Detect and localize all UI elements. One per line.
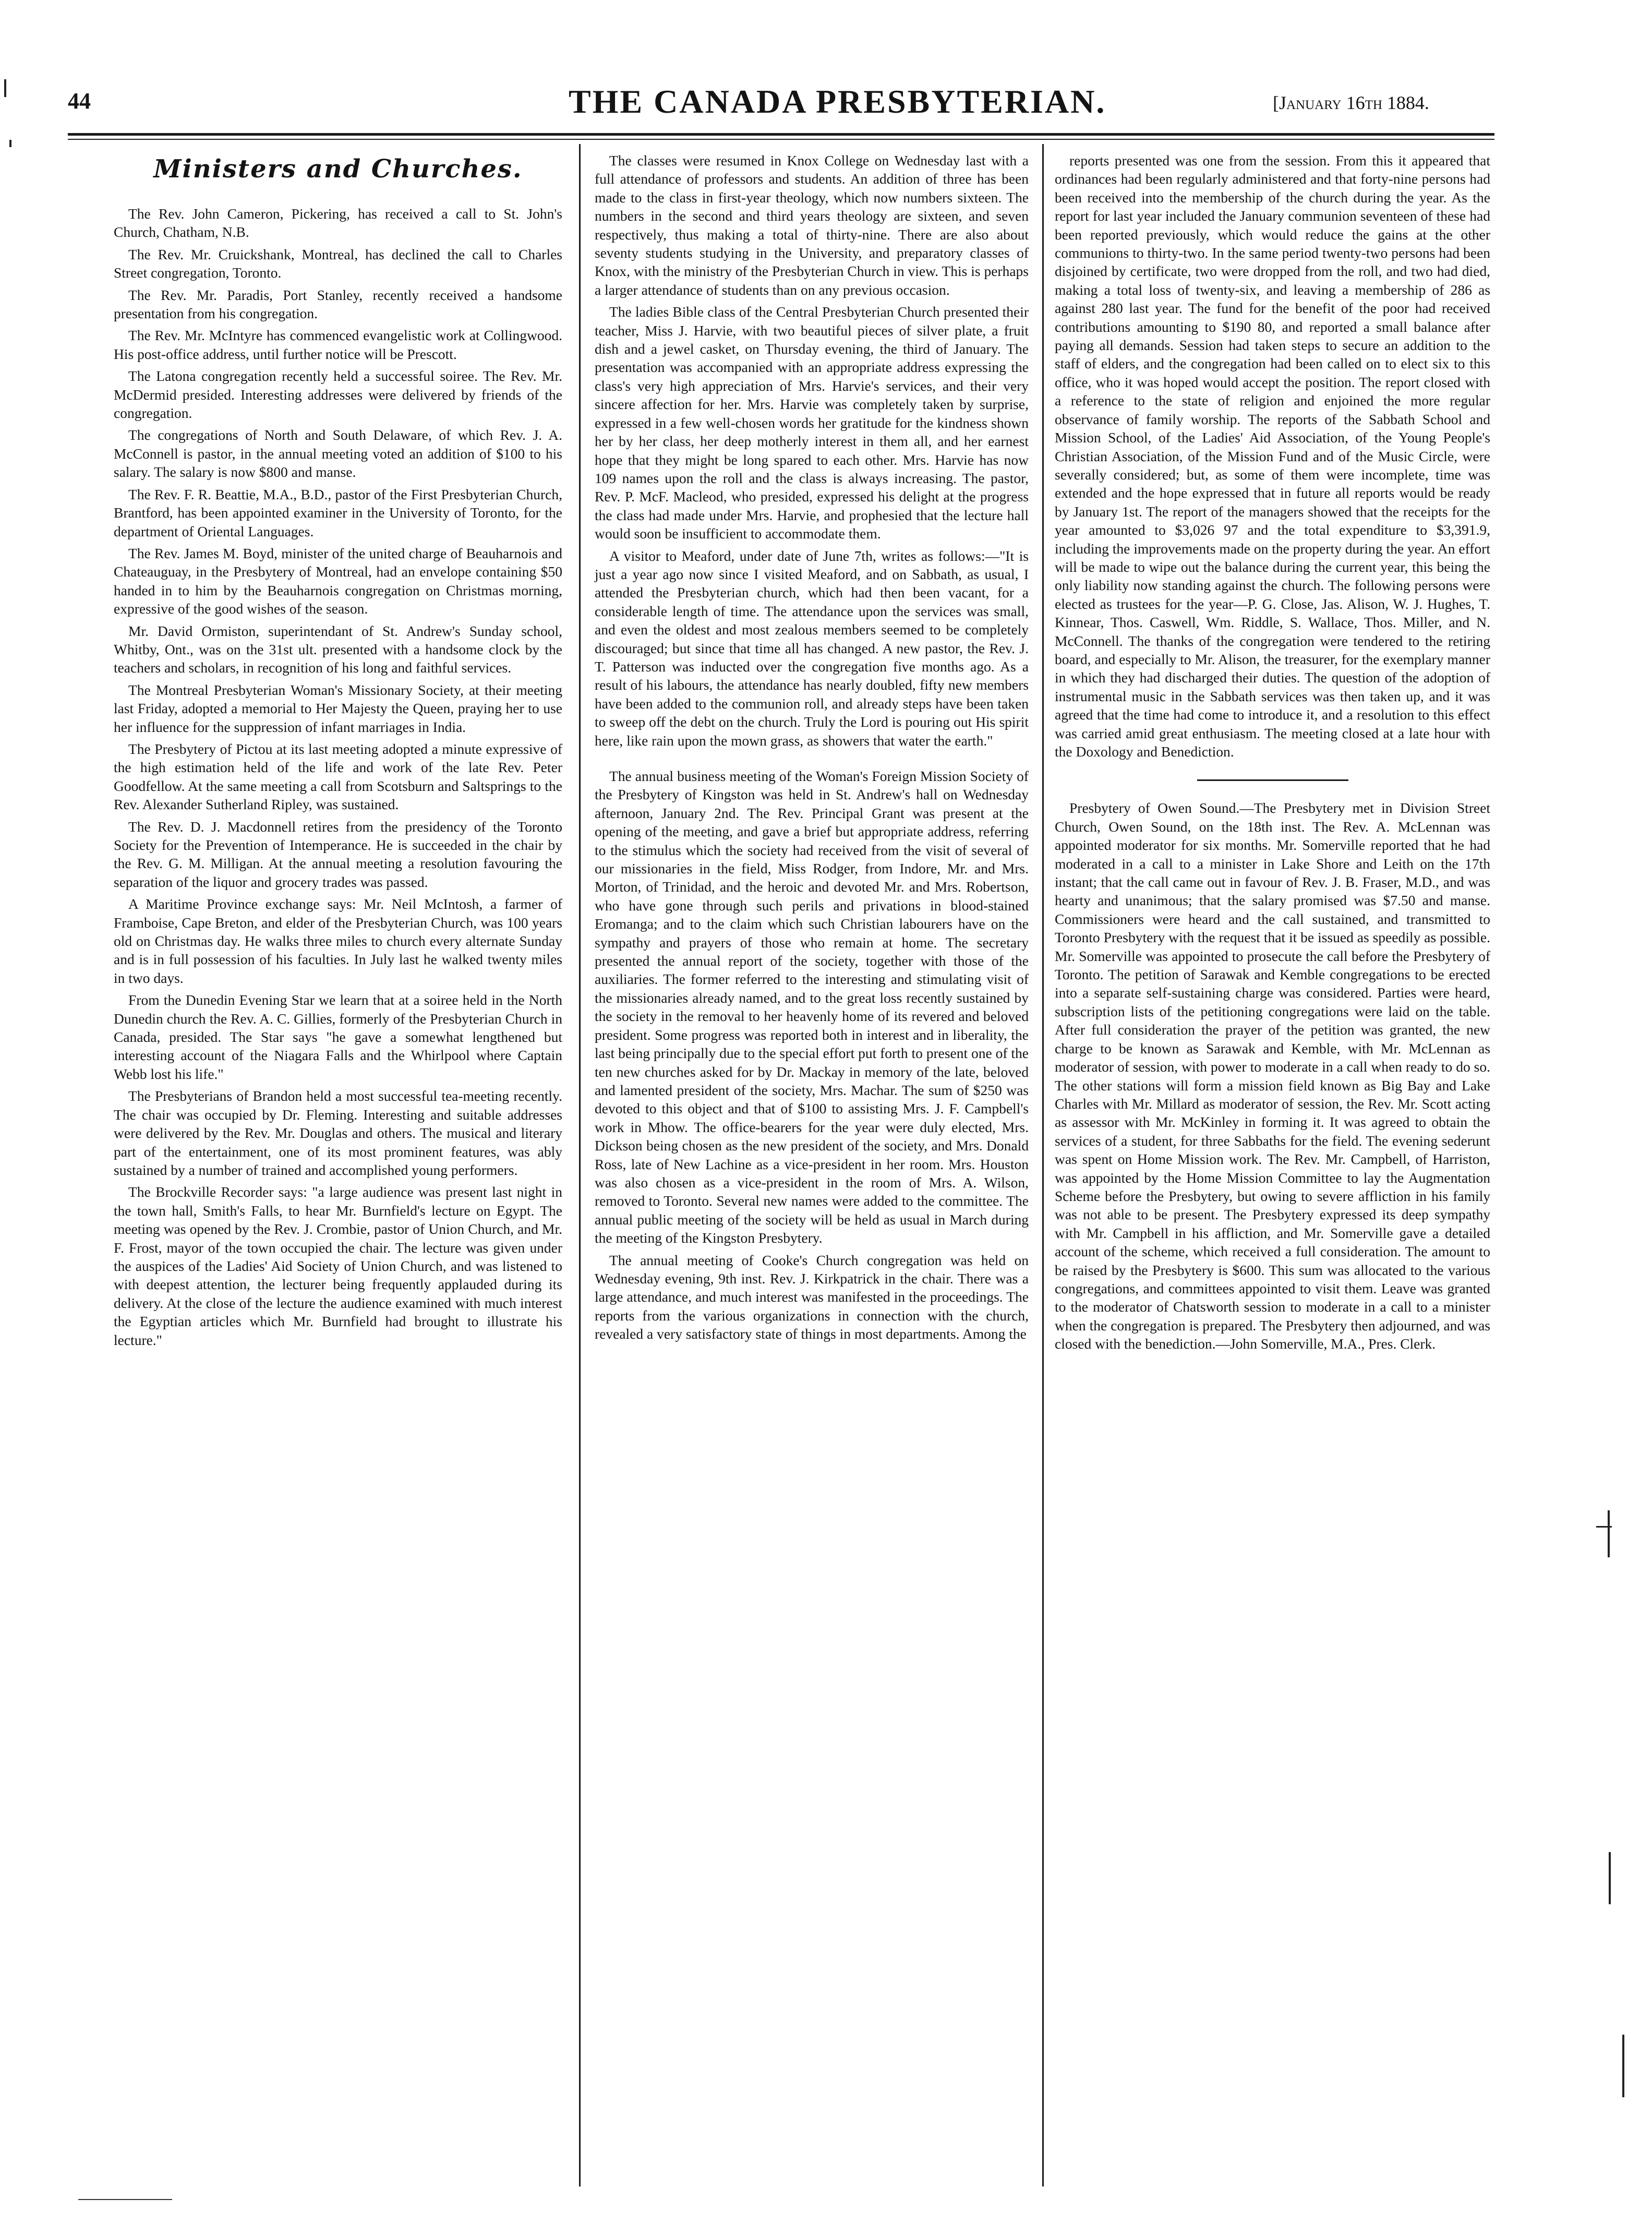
paragraph: The Rev. Mr. Cruickshank, Montreal, has declined the call to Charles Street congregation, Toronto. (114, 246, 562, 281)
paragraph: The Brockville Recorder says: "a large audience was present last night in the town hall, Smith's Falls, to hear Mr. Burnfield's lecture on Egypt. The meeting was opened by the Rev. J. Crombie, pastor of Union Church, and Mr. F. Frost, mayor of the town occupied the chair. The lecture was given under the auspices of the Ladies' Aid Society of Union Church, and was listened to with deepest attention, the lecturer being frequently applauded during its delivery. At the close of the lecture the audience examined with much interest the Egyptian articles which Mr. Burnfield had brought to illustrate his lecture." (114, 1184, 562, 1348)
paragraph: The Rev. Mr. Paradis, Port Stanley, recently received a handsome presentation from his congregation. (114, 286, 562, 322)
column-rule (579, 144, 581, 2186)
paragraph: The Rev. F. R. Beattie, M.A., B.D., pastor of the First Presbyterian Church, Brantford, has been appointed examiner in the University of Toronto, for the department of Oriental Languages. (114, 486, 562, 539)
page-number: 44 (68, 88, 91, 114)
paragraph: Presbytery of Owen Sound.—The Presbytery met in Division Street Church, Owen Sound, on the 18th inst. The Rev. A. McLennan was appointed moderator for six months. Mr. Somerville reported that he had moderated in a call to a minister in Lake Shore and Leith on the 17th instant; that the call came out in favour of Rev. J. B. Fraser, M.D., and was hearty and unanimous; that the salary promised was $7.50 and manse. Commissioners were heard and the call sustained, and transmitted to Toronto Presbytery with the request that it be issued as speedily as possible. Mr. Somerville was appointed to prosecute the call before the Presbytery of Toronto. The petition of Sarawak and Kemble congregations to be erected into a separate self-sustaining charge was considered. Parties were heard, subscription lists of the petitioning congregations were laid on the table. After full consideration the prayer of the petition was granted, the new charge to be known as Sarawak and Kemble, with Mr. McLennan as moderator of session, with power to moderate in a call when ready to do so. The other stations will form a mission field known as Big Bay and Lake Charles with Mr. Millard as moderator of session, the Rev. Mr. Scott acting as assessor with Mr. McKinley in forming it. It was agreed to obtain the services of a student, for three Sabbaths for the field. The evening sederunt was spent on Home Mission work. The Rev. Mr. Campbell, of Harriston, was appointed by the Home Mission Committee to lay the Augmentation Scheme before the Presbytery, but owing to severe affliction in his family was not able to be present. The Presbytery expressed its deep sympathy with Mr. Campbell in his affliction, and Mr. Somerville gave a detailed account of the scheme, which received a full consideration. The amount to be raised by the Presbytery is $600. This sum was allocated to the various congregations, and committees appointed to visit them. Leave was granted to the moderator of Chatsworth session to moderate in a call to a minister when the congregation is prepared. The Presbytery then adjourned, and was closed with the benediction.—John Somerville, M.A., Pres. Clerk. (1055, 800, 1490, 1352)
paragraph: The Rev. D. J. Macdonnell retires from the presidency of the Toronto Society for the Prevention of Intemperance. He is succeeded in the chair by the Rev. G. M. Milligan. At the annual meeting a resolution favouring the separation of the liquor and grocery trades was passed. (114, 818, 562, 890)
scan-mark (1622, 2035, 1624, 2097)
paragraph: From the Dunedin Evening Star we learn that at a soiree held in the North Dunedin church the Rev. A. C. Gillies, formerly of the Presbyterian Church in Canada, presided. The Star says "he gave a somewhat lengthened but interesting account of the Niagara Falls and the Whirlpool where Captain Webb lost his life." (114, 992, 562, 1082)
paragraph: A Maritime Province exchange says: Mr. Neil McIntosh, a farmer of Framboise, Cape Breton, and elder of the Presbyterian Church, was 100 years old on Christmas day. He walks three miles to church every alternate Sunday and is in full possession of his faculties. In July last he walked twenty miles in two days. (114, 896, 562, 986)
paragraph: The annual meeting of Cooke's Church congregation was held on Wednesday evening, 9th inst. Rev. J. Kirkpatrick in the chair. There was a large attendance, and much interest was manifested in the proceedings. The reports from the various organizations in connection with the church, revealed a very satisfactory state of things in most departments. Among the (595, 1252, 1029, 1342)
article-separator (1197, 779, 1348, 781)
paragraph: The Rev. John Cameron, Pickering, has received a call to St. John's Church, Chatham, N.B. (114, 206, 562, 241)
scan-mark (4, 79, 6, 97)
paragraph: The congregations of North and South Delaware, of which Rev. J. A. McConnell is pastor, in the annual meeting voted an addition of $100 to his salary. The salary is now $800 and manse. (114, 427, 562, 480)
column-1 (114, 151, 562, 1353)
paper-title: THE CANADA PRESBYTERIAN. (569, 83, 1106, 120)
paragraph: The Latona congregation recently held a successful soiree. The Rev. Mr. McDermid presided. Interesting addresses were delivered by friends of the congregation. (114, 368, 562, 422)
column-3 (1055, 151, 1490, 1357)
column-rule (1042, 144, 1044, 2186)
issue-date: [January 16th 1884. (1273, 92, 1429, 113)
paragraph: The Rev. James M. Boyd, minister of the united charge of Beauharnois and Chateauguay, in the Presbytery of Montreal, had an envelope containing $50 handed in to him by the Beauharnois congregation on Christmas morning, expressive of the good wishes of the season. (114, 545, 562, 617)
paragraph: The ladies Bible class of the Central Presbyterian Church presented their teacher, Miss J. Harvie, with two beautiful pieces of silver plate, a fruit dish and a jewel casket, on Thursday evening, the third of January. The presentation was accompanied with an appropriate address expressing the class's very high appreciation of Mrs. Harvie's services, and their very sincere affection for her. Mrs. Harvie was completely taken by surprise, expressed in a few well-chosen words her gratitude for the kindness shown her by her class, her deep motherly interest in them all, and her earnest hope that they might be long spared to each other. Mrs. Harvie has now 109 names upon the roll and the class is always increasing. The pastor, Rev. P. McF. Macleod, who presided, expressed his delight at the progress the class had made under Mrs. Harvie, and prophesied that the lecture hall would soon be insufficient to accommodate them. (595, 304, 1029, 542)
paragraph: reports presented was one from the session. From this it appeared that ordinances had been regularly administered and that forty-nine persons had been received into the membership of the church during the year. As the report for last year included the January communion seventeen of these had been reported previously, which would reduce the gains at the other communions to thirty-two. In the same period twenty-two persons had been disjoined by certificate, two were dropped from the roll, and two had died, making a total loss of twenty-six, and leaving a membership of 286 as against 280 last year. The fund for the benefit of the poor had received contributions amounting to $190 80, and reported a small balance after paying all demands. Session had taken steps to secure an addition to the staff of elders, and the congregation had been called on to elect six to this office, who it was hoped would accept the position. The report closed with a reference to the state of religion and enjoined the more regular observance of family worship. The reports of the Sabbath School and Mission School, of the Ladies' Aid Association, of the Young People's Christian Association, of the Mission Fund and of the Music Circle, were severally considered; but, as some of them were incomplete, time was extended and the hope expressed that in future all reports would be ready by January 1st. The report of the managers showed that the receipts for the year amounted to $3,026 97 and the total expenditure to $3,391.9, including the improvements made on the property during the year. An effort will be made to wipe out the balance during the current year, this being the only liability now standing against the church. The following persons were elected as trustees for the year—P. G. Close, Jas. Alison, W. J. Hughes, T. Kinnear, Thos. Caswell, Wm. Riddle, S. Wallace, Thos. Miller, and N. McConnell. The thanks of the congregation were tendered to the retiring board, and especially to Mr. Alison, the treasurer, for the exemplary manner in which they had discharged their duties. The question of the adoption of instrumental music in the Sabbath services was then taken up, and it was agreed that the time had come to introduce it, and a resolution to this effect was carried amid great enthusiasm. The meeting closed at a late hour with the Doxology and Benediction. (1055, 152, 1490, 760)
paragraph: The Presbyterians of Brandon held a most successful tea-meeting recently. The chair was occupied by Dr. Fleming. Interesting and suitable addresses were delivered by the Rev. Mr. Douglas and others. The musical and literary part of the entertainment, one of its most prominent features, was ably sustained by a number of trained and accomplished young performers. (114, 1088, 562, 1178)
scan-mark (9, 140, 11, 147)
paragraph: The Rev. Mr. McIntyre has commenced evangelistic work at Collingwood. His post-office address, until further notice will be Prescott. (114, 327, 562, 362)
masthead-rule-thin (68, 139, 1494, 140)
footer-rule (78, 2199, 172, 2200)
scan-mark (1608, 1510, 1610, 1557)
scan-mark (1596, 1526, 1612, 1528)
paragraph: Mr. David Ormiston, superintendant of St. Andrew's Sunday school, Whitby, Ont., was on the 31st ult. presented with a handsome clock by the teachers and scholars, in recognition of his long and faithful services. (114, 622, 562, 676)
paragraph-gap (595, 753, 1029, 767)
paragraph: The annual business meeting of the Woman's Foreign Mission Society of the Presbytery of Kingston was held in St. Andrew's hall on Wednesday afternoon, January 2nd. The Rev. Principal Grant was present at the opening of the meeting, and gave a brief but appropriate address, referring to the stimulus which the society had received from the visit of several of our missionaries in the field, Miss Rodger, from Indore, Mr. and Mrs. Morton, of Trinidad, and the heroic and devoted Mr. and Mrs. Robertson, who have gone through such perils and privations in blood-stained Eromanga; and to the claim which such Christian labourers have on the sympathy and prayers of those who remain at home. The secretary presented the annual report of the society, together with those of the auxiliaries. The former referred to the interesting and stimulating visit of the missionaries already named, and to the great loss recently sustained by the society in the removal to her heavenly home of its revered and beloved president. Some progress was reported both in interest and in liberality, the last being principally due to the special effort put forth to present one of the ten new churches asked for by Dr. Mackay in memory of the late, beloved and lamented president of the society, Mrs. Machar. The sum of $250 was devoted to this object and that of $100 to assisting Mrs. J. F. Campbell's work in Mhow. The office-bearers for the year were duly elected, Mrs. Dickson being chosen as the new president of the society, and Mrs. Donald Ross, late of New Lachine as a vice-president in her room. Mrs. Houston was also chosen as a vice-president in the room of Mrs. A. Wilson, removed to Toronto. Several new names were added to the committee. The annual public meeting of the society will be held as usual in March during the meeting of the Kingston Presbytery. (595, 768, 1029, 1246)
section-heading: Ministers and Churches. (153, 154, 523, 184)
paragraph: The classes were resumed in Knox College on Wednesday last with a full attendance of professors and students. An addition of three has been made to the class in first-year theology, which now numbers sixteen. The numbers in the second and third years theology are sixteen, and seven respectively, thus making a total of thirty-nine. There are also about seventy students studying in the University, and preparatory classes of Knox, with the ministry of the Presbyterian Church in view. This is perhaps a larger attendance of students than on any previous occasion. (595, 152, 1029, 298)
column-2 (595, 151, 1029, 1347)
masthead-rule-thick (68, 133, 1494, 136)
scan-mark (1609, 1852, 1611, 1904)
paragraph: A visitor to Meaford, under date of June 7th, writes as follows:—"It is just a year ago now since I visited Meaford, and on Sabbath, as usual, I attended the Presbyterian church, which had then been vacant, for a considerable length of time. The attendance upon the services was small, and even the oldest and most zealous members seemed to be completely discouraged; but since that time all has changed. A new pastor, the Rev. J. T. Patterson was inducted over the congregation five months ago. As a result of his labours, the attendance has nearly doubled, fifty new members have been added to the communion roll, and already steps have been taken to sweep off the debt on the church. Truly the Lord is pouring out His spirit here, like rain upon the mown grass, as showers that water the earth." (595, 547, 1029, 749)
paragraph: The Presbytery of Pictou at its last meeting adopted a minute expressive of the high estimation held of the life and work of the late Rev. Peter Goodfellow. At the same meeting a call from Scotsburn and Saltsprings to the Rev. Alexander Sutherland Ripley, was sustained. (114, 740, 562, 813)
paragraph: The Montreal Presbyterian Woman's Missionary Society, at their meeting last Friday, adopted a memorial to Her Majesty the Queen, praying her to use her influence for the suppression of infant marriages in India. (114, 681, 562, 735)
